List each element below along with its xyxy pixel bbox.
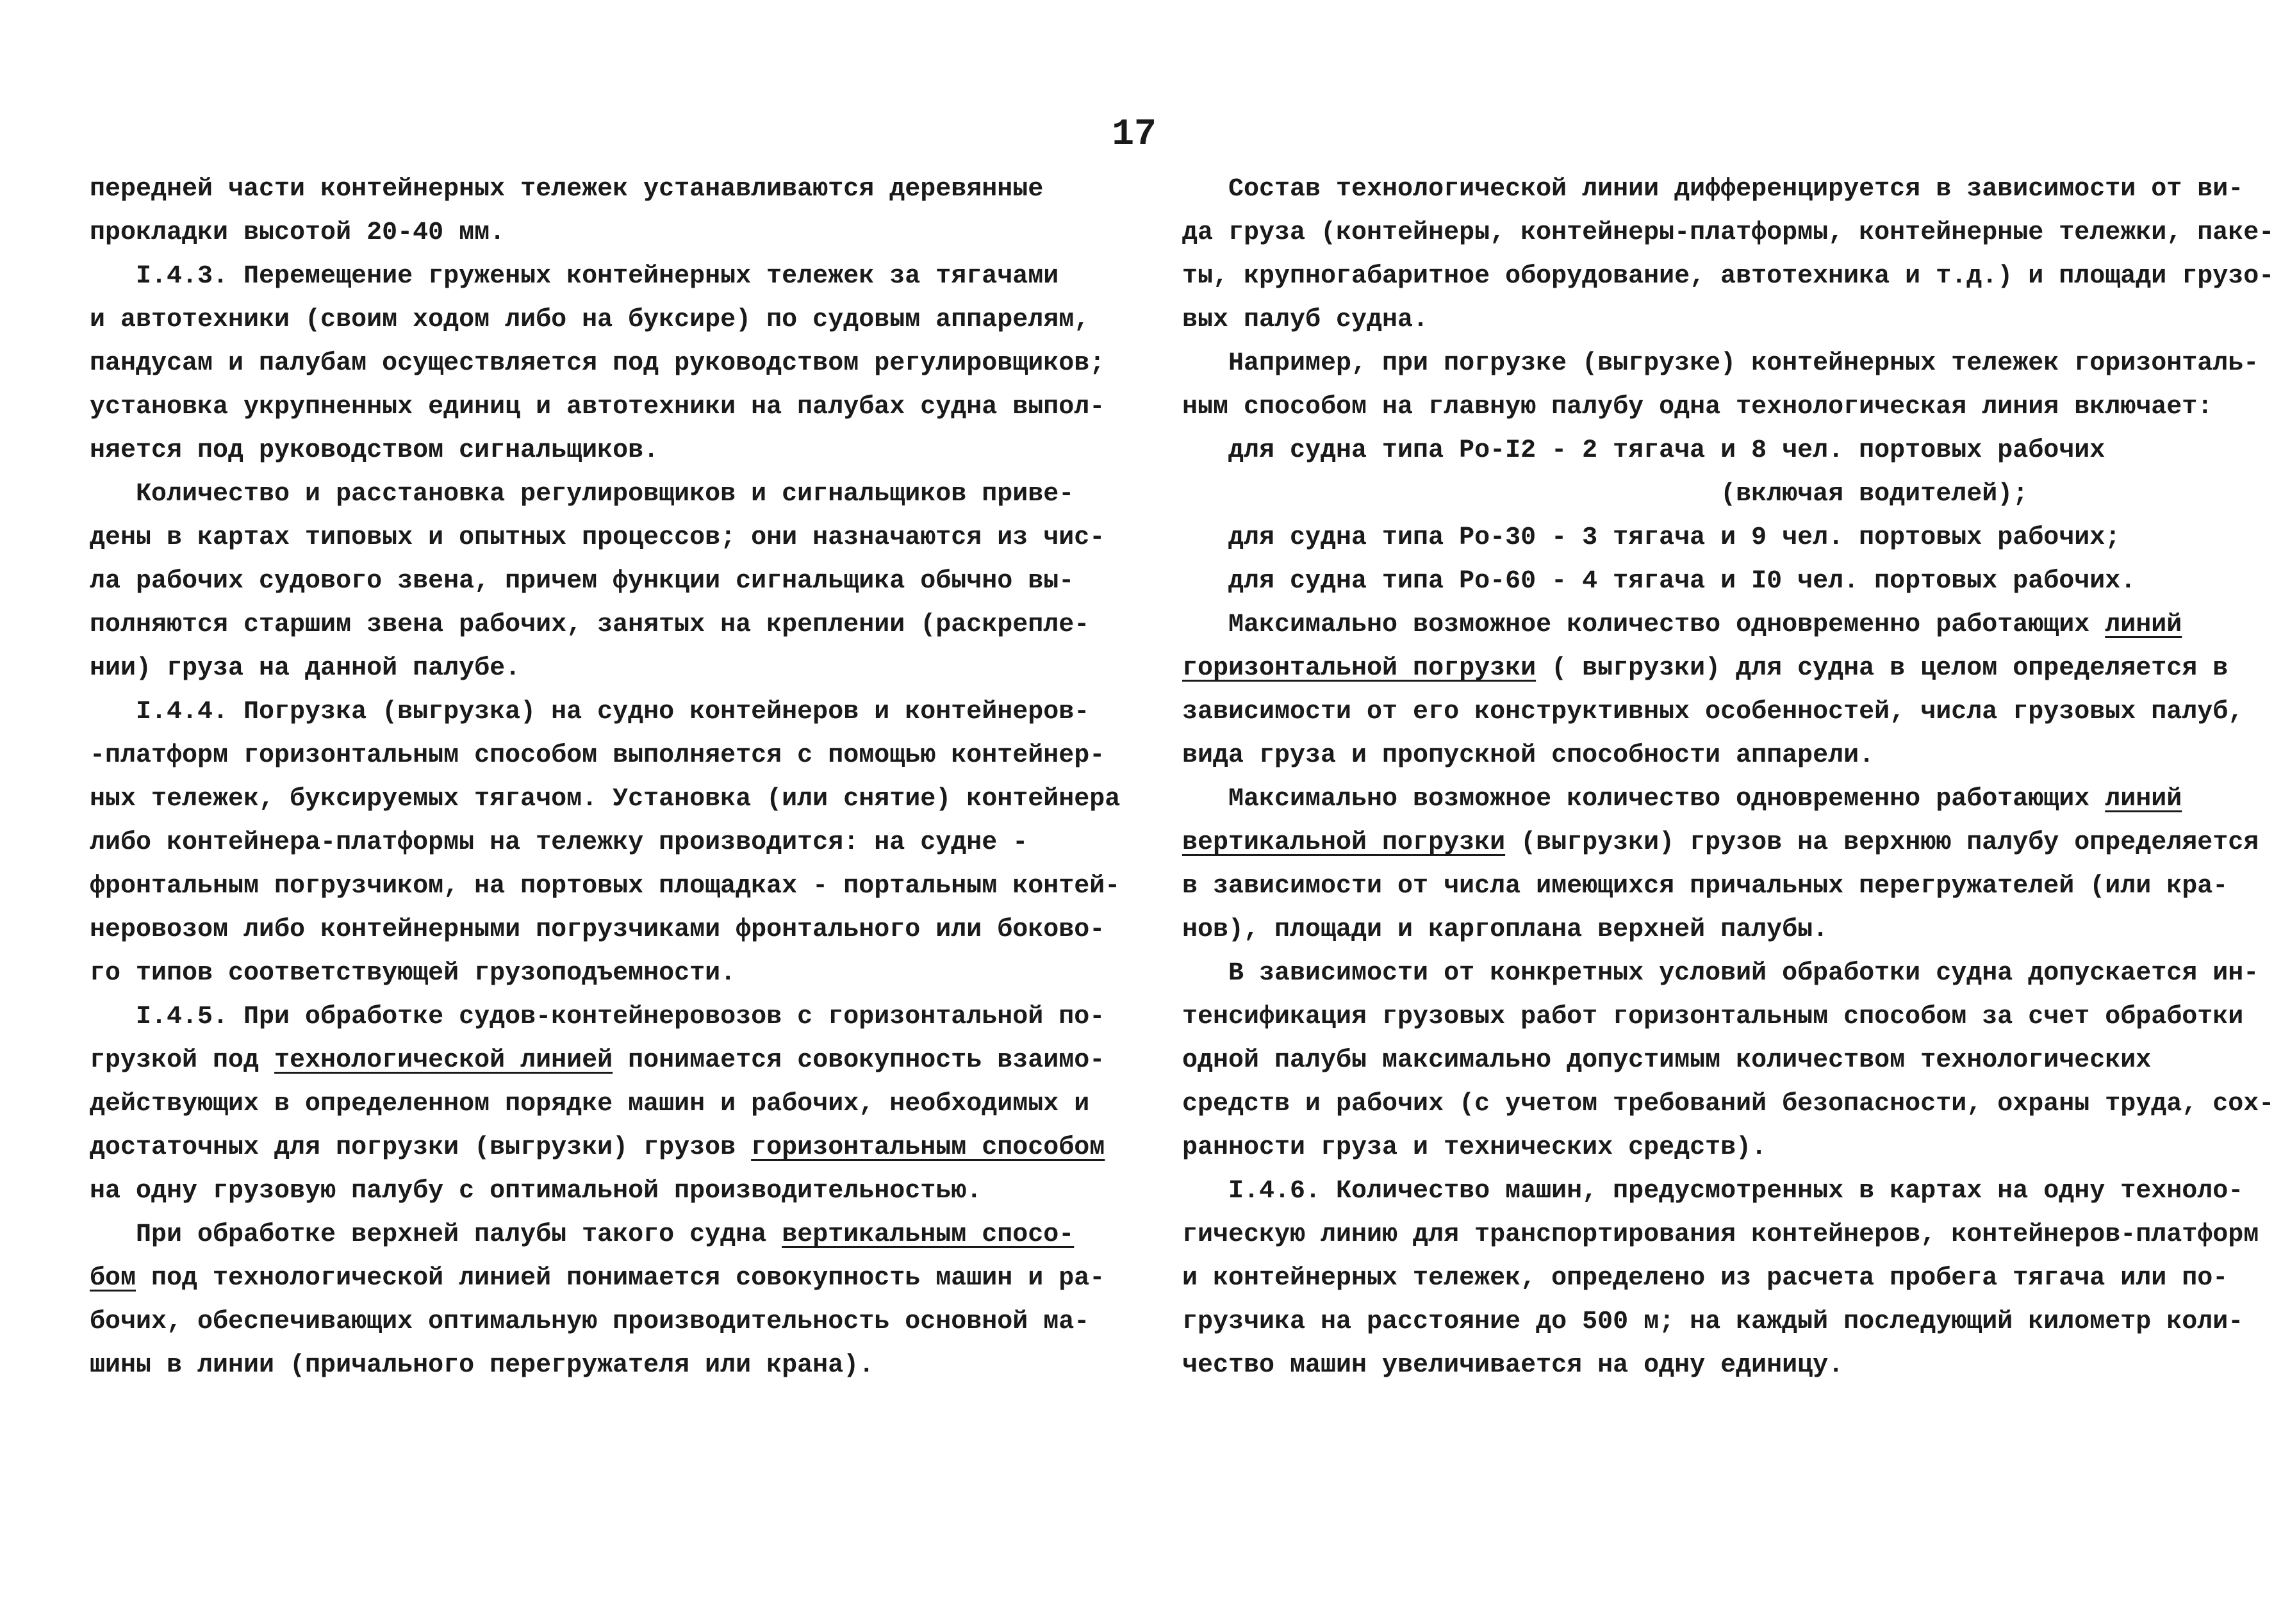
page-number: 17 xyxy=(1112,114,1157,156)
text-line: установка укрупненных единиц и автотехники на палубах судна выпол- xyxy=(90,393,1105,422)
underlined-term: горизонтальным способом xyxy=(751,1133,1105,1162)
text-line: фронтальным погрузчиком, на портовых площадках - портальным контей- xyxy=(90,872,1121,901)
text-line: Количество и расстановка регулировщиков и сигнальщиков приве- xyxy=(90,480,1075,509)
text-line: грузчика на расстояние до 500 м; на каждый последующий километр коли- xyxy=(1182,1308,2244,1336)
text-line: полняются старшим звена рабочих, занятых на креплении (раскрепле- xyxy=(90,611,1090,639)
text-line: вида груза и пропускной способности аппарели. xyxy=(1182,741,1875,770)
text-line: шины в линии (причального перегружателя или крана). xyxy=(90,1351,875,1380)
text-line: дены в картах типовых и опытных процессов; они назначаются из чис- xyxy=(90,523,1105,552)
text-line: гическую линию для транспортирования контейнеров, контейнеров-платформ xyxy=(1182,1220,2259,1249)
text-line: I.4.6. Количество машин, предусмотренных в картах на одну техноло- xyxy=(1182,1177,2244,1206)
text-line: ных тележек, буксируемых тягачом. Установка (или снятие) контейнера xyxy=(90,785,1121,814)
text-line: (включая водителей); xyxy=(1182,480,2029,509)
text-line: I.4.3. Перемещение груженых контейнерных тележек за тягачами xyxy=(90,262,1059,291)
text-line: ты, крупногабаритное оборудование, автотехника и т.д.) и площади грузо- xyxy=(1182,262,2274,291)
text-line: -платформ горизонтальным способом выполняется с помощью контейнер- xyxy=(90,741,1105,770)
underlined-term: горизонтальной погрузки xyxy=(1182,654,1537,683)
text-segment: понимается совокупность взаимо- xyxy=(613,1046,1105,1075)
text-line: неровозом либо контейнерными погрузчиками фронтального или боково- xyxy=(90,915,1105,944)
text-line: ранности груза и технических средств). xyxy=(1182,1133,1767,1162)
text-line: нии) груза на данной палубе. xyxy=(90,654,521,683)
text-line xyxy=(1182,647,2229,691)
text-line: передней части контейнерных тележек устанавливаются деревянные xyxy=(90,175,1044,204)
left-column xyxy=(90,168,1121,1388)
text-segment: (выгрузки) грузов на верхнюю палубу определяется xyxy=(1505,828,2259,857)
text-line: либо контейнера-платформы на тележку производится: на судне - xyxy=(90,828,1028,857)
text-segment: Максимально возможное количество одновременно работающих xyxy=(1182,611,2105,639)
underlined-term: вертикальной погрузки xyxy=(1182,828,1506,857)
text-line: да груза (контейнеры, контейнеры-платформы, контейнерные тележки, паке- xyxy=(1182,218,2274,247)
underlined-term: бом xyxy=(90,1264,136,1293)
text-line: В зависимости от конкретных условий обработки судна допускается ин- xyxy=(1182,959,2259,988)
text-line: и контейнерных тележек, определено из расчета пробега тягача или по- xyxy=(1182,1264,2229,1293)
underlined-term: вертикальным спосо- xyxy=(782,1220,1075,1249)
text-segment: достаточных для погрузки (выгрузки) грузов xyxy=(90,1133,752,1162)
text-line xyxy=(90,1039,1105,1083)
text-line: бочих, обеспечивающих оптимальную производительность основной ма- xyxy=(90,1308,1090,1336)
text-line: на одну грузовую палубу с оптимальной производительностью. xyxy=(90,1177,982,1206)
text-line: чество машин увеличивается на одну единицу. xyxy=(1182,1351,1844,1380)
text-line: прокладки высотой 20-40 мм. xyxy=(90,218,506,247)
text-line: вых палуб судна. xyxy=(1182,306,1429,334)
text-line: для судна типа Ро-I2 - 2 тягача и 8 чел. портовых рабочих xyxy=(1182,436,2105,465)
text-segment: под технологической линией понимается совокупность машин и ра- xyxy=(136,1264,1105,1293)
text-line: нов), площади и каргоплана верхней палубы. xyxy=(1182,915,1829,944)
text-line xyxy=(1182,603,2182,647)
text-line: Состав технологической линии дифференцируется в зависимости от ви- xyxy=(1182,175,2244,204)
text-line: в зависимости от числа имеющихся причальных перегружателей (или кра- xyxy=(1182,872,2229,901)
text-line: для судна типа Ро-60 - 4 тягача и I0 чел. портовых рабочих. xyxy=(1182,567,2136,596)
text-line: I.4.5. При обработке судов-контейнеровозов с горизонтальной по- xyxy=(90,1003,1105,1031)
text-line: одной палубы максимально допустимым количеством технологических xyxy=(1182,1046,2152,1075)
text-line: Например, при погрузке (выгрузке) контейнерных тележек горизонталь- xyxy=(1182,349,2259,378)
text-line: средств и рабочих (с учетом требований безопасности, охраны труда, сох- xyxy=(1182,1090,2274,1119)
text-segment: ( выгрузки) для судна в целом определяется в xyxy=(1536,654,2229,683)
text-segment: При обработке верхней палубы такого судна xyxy=(90,1220,782,1249)
underlined-term: технологической линией xyxy=(274,1046,613,1075)
text-line: I.4.4. Погрузка (выгрузка) на судно контейнеров и контейнеров- xyxy=(90,698,1090,726)
text-line xyxy=(90,1213,1075,1257)
right-column xyxy=(1182,168,2274,1388)
text-line: и автотехники (своим ходом либо на буксире) по судовым аппарелям, xyxy=(90,306,1090,334)
text-line: го типов соответствующей грузоподъемности. xyxy=(90,959,736,988)
text-line xyxy=(1182,778,2182,821)
text-line: действующих в определенном порядке машин и рабочих, необходимых и xyxy=(90,1090,1090,1119)
text-line xyxy=(90,1126,1105,1170)
text-line xyxy=(1182,821,2259,865)
text-line: няется под руководством сигнальщиков. xyxy=(90,436,659,465)
underlined-term: линий xyxy=(2105,785,2182,814)
text-line: ла рабочих судового звена, причем функции сигнальщика обычно вы- xyxy=(90,567,1075,596)
text-line: тенсификация грузовых работ горизонтальным способом за счет обработки xyxy=(1182,1003,2244,1031)
text-line: зависимости от его конструктивных особенностей, числа грузовых палуб, xyxy=(1182,698,2244,726)
text-segment: Максимально возможное количество одновременно работающих xyxy=(1182,785,2105,814)
text-segment: грузкой под xyxy=(90,1046,275,1075)
text-line: пандусам и палубам осуществляется под руководством регулировщиков; xyxy=(90,349,1105,378)
text-line xyxy=(90,1257,1105,1300)
text-line: ным способом на главную палубу одна технологическая линия включает: xyxy=(1182,393,2213,422)
text-line: для судна типа Ро-30 - 3 тягача и 9 чел. портовых рабочих; xyxy=(1182,523,2121,552)
underlined-term: линий xyxy=(2105,611,2182,639)
